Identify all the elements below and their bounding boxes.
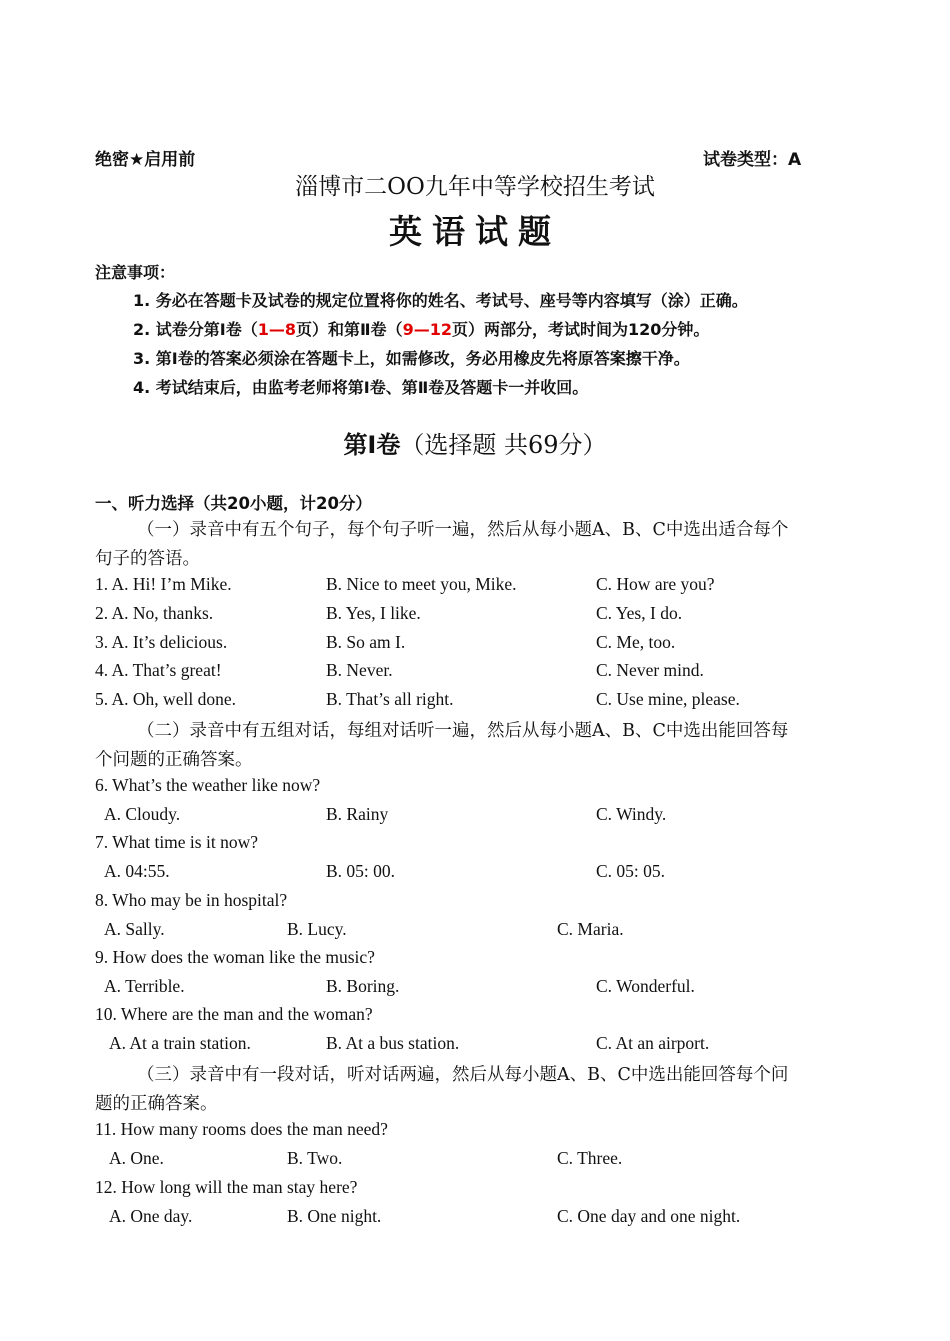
notice-title: 注意事项： — [95, 263, 176, 282]
q4-option-c: C. Never mind. — [596, 660, 704, 680]
subject-title: 英语试题 — [389, 212, 561, 251]
q1-option-a: 1. A. Hi! I’m Mike. — [95, 574, 232, 594]
q3-option-c: C. Me, too. — [596, 632, 676, 652]
part-one-title — [0, 425, 950, 460]
q2-option-b: B. Yes, I like. — [326, 603, 421, 623]
part-one-subtitle: （选择题 共69分） — [400, 431, 607, 459]
instruction-2-line-2: 个问题的正确答案。 — [95, 750, 253, 770]
q4-option-b: B. Never. — [326, 660, 393, 680]
instruction-1-line-2: 句子的答语。 — [95, 549, 200, 569]
paper-type-label: 试卷类型：A — [703, 150, 802, 170]
section-title: 一、听力选择（共20小题，计20分） — [95, 494, 372, 513]
exam-name: 淄博市二OO九年中等学校招生考试 — [295, 174, 655, 200]
secret-label: 绝密★启用前 — [95, 150, 196, 170]
q7-option-c: C. 05: 05. — [596, 861, 666, 881]
notice-item-2-mid: 页）和第Ⅱ卷（ — [296, 320, 403, 339]
q1-option-c: C. How are you? — [596, 574, 715, 594]
q8-option-b: B. Lucy. — [287, 919, 347, 939]
instruction-3-line-2: 题的正确答案。 — [95, 1094, 218, 1114]
q10-option-c: C. At an airport. — [596, 1033, 710, 1053]
q12-question: 12. How long will the man stay here? — [95, 1177, 358, 1197]
q11-option-a: A. One. — [109, 1148, 164, 1168]
q1-option-b: B. Nice to meet you, Mike. — [326, 574, 517, 594]
q12-option-c: C. One day and one night. — [557, 1206, 741, 1226]
q8-option-c: C. Maria. — [557, 919, 624, 939]
q6-question: 6. What’s the weather like now? — [95, 775, 321, 795]
notice-item-2-post: 页）两部分，考试时间为120分钟。 — [451, 320, 710, 339]
q7-option-b: B. 05: 00. — [326, 861, 396, 881]
instruction-1-line-1: （一）录音中有五个句子，每个句子听一遍，然后从每小题A、B、C中选出适合每个 — [137, 520, 789, 540]
q12-option-a: A. One day. — [109, 1206, 193, 1226]
q3-option-a: 3. A. It’s delicious. — [95, 632, 228, 652]
instruction-2-line-1: （二）录音中有五组对话，每组对话听一遍，然后从每小题A、B、C中选出能回答每 — [137, 721, 789, 741]
q10-option-a: A. At a train station. — [109, 1033, 251, 1053]
q10-question: 10. Where are the man and the woman? — [95, 1004, 373, 1024]
q7-question: 7. What time is it now? — [95, 832, 258, 852]
q9-question: 9. How does the woman like the music? — [95, 947, 375, 967]
notice-item-3: 3. 第Ⅰ卷的答案必须涂在答题卡上，如需修改，务必用橡皮先将原答案擦干净。 — [133, 349, 690, 368]
q12-option-b: B. One night. — [287, 1206, 382, 1226]
q3-option-b: B. So am I. — [326, 632, 406, 652]
q9-option-c: C. Wonderful. — [596, 976, 695, 996]
q7-option-a: A. 04:55. — [104, 861, 170, 881]
notice-item-1: 1. 务必在答题卡及试卷的规定位置将你的姓名、考试号、座号等内容填写（涂）正确。 — [133, 291, 748, 310]
notice-item-2-pages-2: 9—12 — [402, 320, 452, 339]
q4-option-a: 4. A. That’s great! — [95, 660, 222, 680]
q9-option-b: B. Boring. — [326, 976, 400, 996]
q9-option-a: A. Terrible. — [104, 976, 185, 996]
q2-option-c: C. Yes, I do. — [596, 603, 683, 623]
q6-option-c: C. Windy. — [596, 804, 667, 824]
q11-question: 11. How many rooms does the man need? — [95, 1119, 388, 1139]
notice-item-2-pre: 2. 试卷分第Ⅰ卷（ — [133, 320, 258, 339]
instruction-3-line-1: （三）录音中有一段对话，听对话两遍，然后从每小题A、B、C中选出能回答每个问 — [137, 1065, 789, 1085]
q11-option-b: B. Two. — [287, 1148, 343, 1168]
q2-option-a: 2. A. No, thanks. — [95, 603, 214, 623]
q8-option-a: A. Sally. — [104, 919, 165, 939]
q5-option-c: C. Use mine, please. — [596, 689, 740, 709]
notice-item-4: 4. 考试结束后，由监考老师将第Ⅰ卷、第Ⅱ卷及答题卡一并收回。 — [133, 378, 589, 397]
q10-option-b: B. At a bus station. — [326, 1033, 460, 1053]
q8-question: 8. Who may be in hospital? — [95, 890, 288, 910]
q11-option-c: C. Three. — [557, 1148, 623, 1168]
q5-option-a: 5. A. Oh, well done. — [95, 689, 236, 709]
q6-option-a: A. Cloudy. — [104, 804, 181, 824]
q5-option-b: B. That’s all right. — [326, 689, 454, 709]
notice-item-2-pages-1: 1—8 — [257, 320, 297, 339]
notice-item-2 — [133, 317, 709, 340]
part-one-label: 第Ⅰ卷 — [343, 431, 401, 459]
q6-option-b: B. Rainy — [326, 804, 389, 824]
